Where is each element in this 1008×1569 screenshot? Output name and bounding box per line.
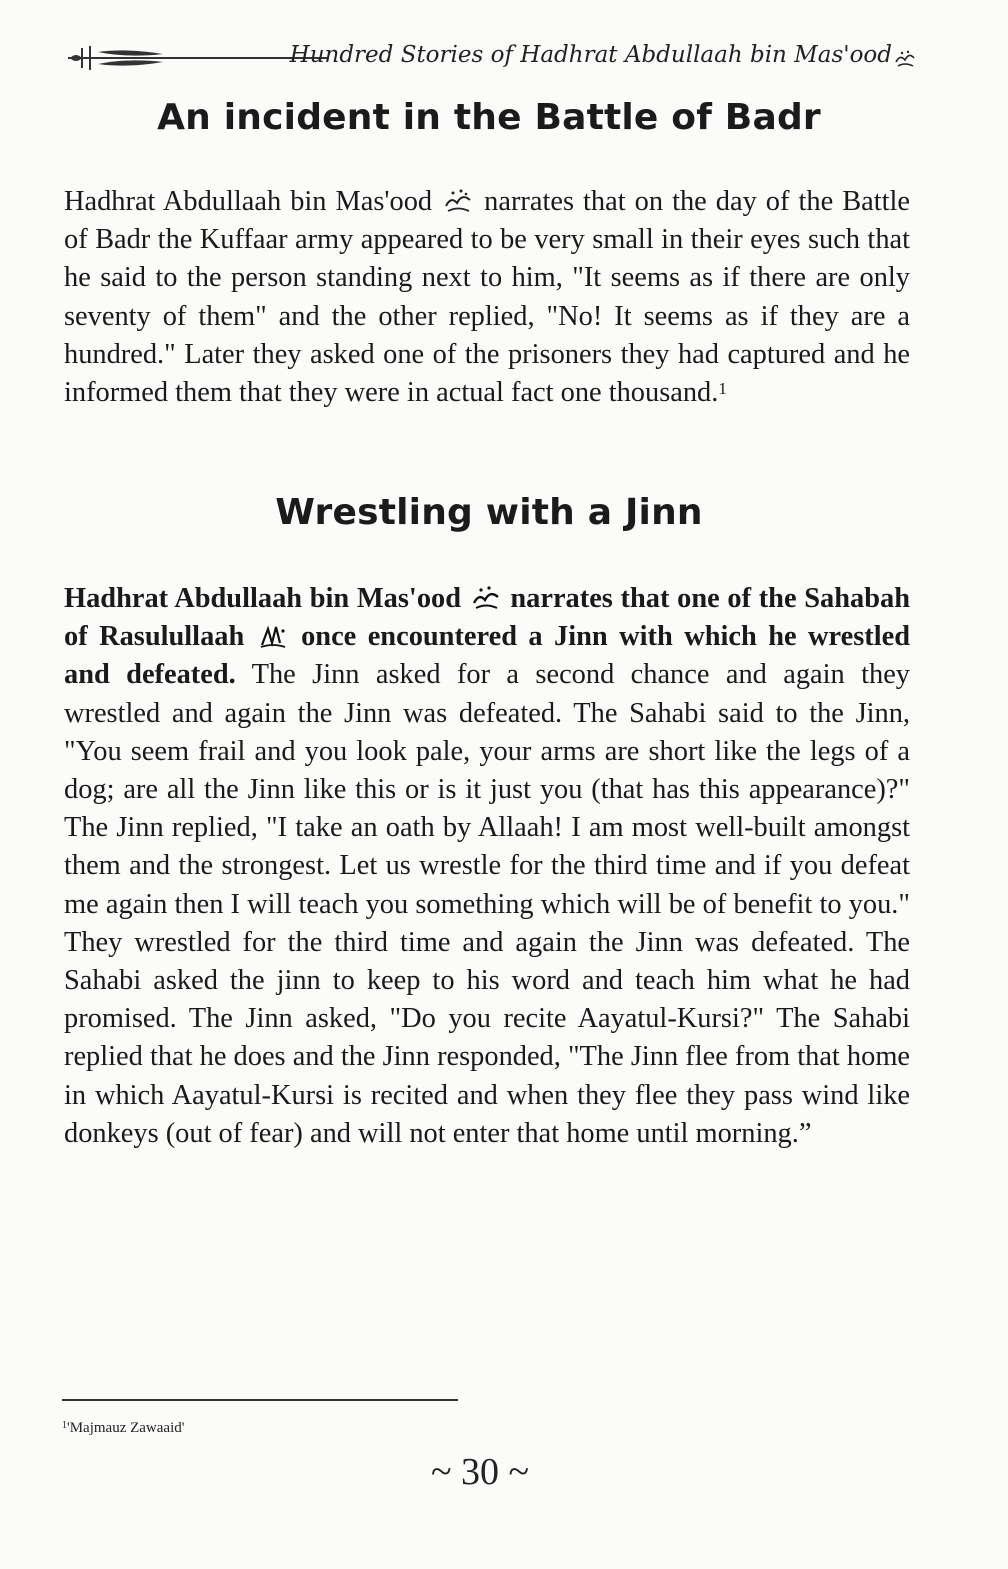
bold-intro-text: once encountered a Jinn with which he wrestled and defeated.: [64, 621, 910, 691]
paragraph-text: Hadhrat Abdullaah bin Mas'ood: [64, 186, 442, 217]
running-header: [68, 36, 916, 80]
footnote-mark: 1: [62, 1420, 67, 1431]
footnote-reference: 1: [718, 379, 727, 399]
radiyallahu-anhu-calligraphy-icon: [894, 48, 916, 70]
footnote-divider: [62, 1399, 458, 1401]
paragraph-text: narrates that on the day of the Battle of Badr the Kuffaar army appeared to be very small in their eyes such that he said to the person standing next to him, "It seems as if there are only seventy of them" and the other replied, "No! It seems as if they are a hundred." Later they asked one of the prisoners they had captured and he informed them that they were in actual fact one thousand.: [64, 186, 910, 409]
section-heading-battle-of-badr: An incident in the Battle of Badr: [157, 97, 821, 138]
radiyallahu-anhu-calligraphy-icon: [443, 188, 473, 214]
section-heading-wrestling-with-jinn: Wrestling with a Jinn: [275, 492, 703, 533]
bold-intro-text: Hadhrat Abdullaah bin Mas'ood: [64, 583, 469, 614]
paragraph-wrestling-with-jinn: [64, 580, 910, 1153]
page-number: ~ 30 ~: [430, 1451, 530, 1493]
footnote-text: 'Majmauz Zawaaid': [67, 1420, 185, 1436]
radiyallahu-anhu-calligraphy-icon: [471, 585, 501, 611]
running-title: Hundred Stories of Hadhrat Abdullaah bin Mas'ood: [289, 42, 892, 68]
paragraph-battle-of-badr: [64, 183, 910, 412]
sallallahu-alayhi-wasallam-calligraphy-icon: [258, 623, 288, 649]
paragraph-text: The Jinn asked for a second chance and again they wrestled and again the Jinn was defeated. The Sahabi said to the Jinn, "You seem frail and you look pale, your arms are short like the legs of a dog; are all the Jinn like this or is it just you (that has this appearance)?" The Jinn replied, "I take an oath by Allaah! I am most well-built amongst them and the strongest. Let us wrestle for the third time and if you defeat me again then I will teach you something which will be of benefit to you." They wrestled for the third time and again the Jinn was defeated. The Sahabi asked the jinn to keep to his word and teach him what he had promised. The Jinn asked, "Do you recite Aayatul-Kursi?" The Sahabi replied that he does and the Jinn responded, "The Jinn flee from that home in which Aayatul-Kursi is recited and when they flee they pass wind like donkeys (out of fear) and will not enter that home until morning.”: [64, 659, 910, 1149]
bold-intro-text: narrates that one of the Sahabah of Rasulullaah: [64, 583, 910, 653]
footnote: [62, 1420, 184, 1437]
